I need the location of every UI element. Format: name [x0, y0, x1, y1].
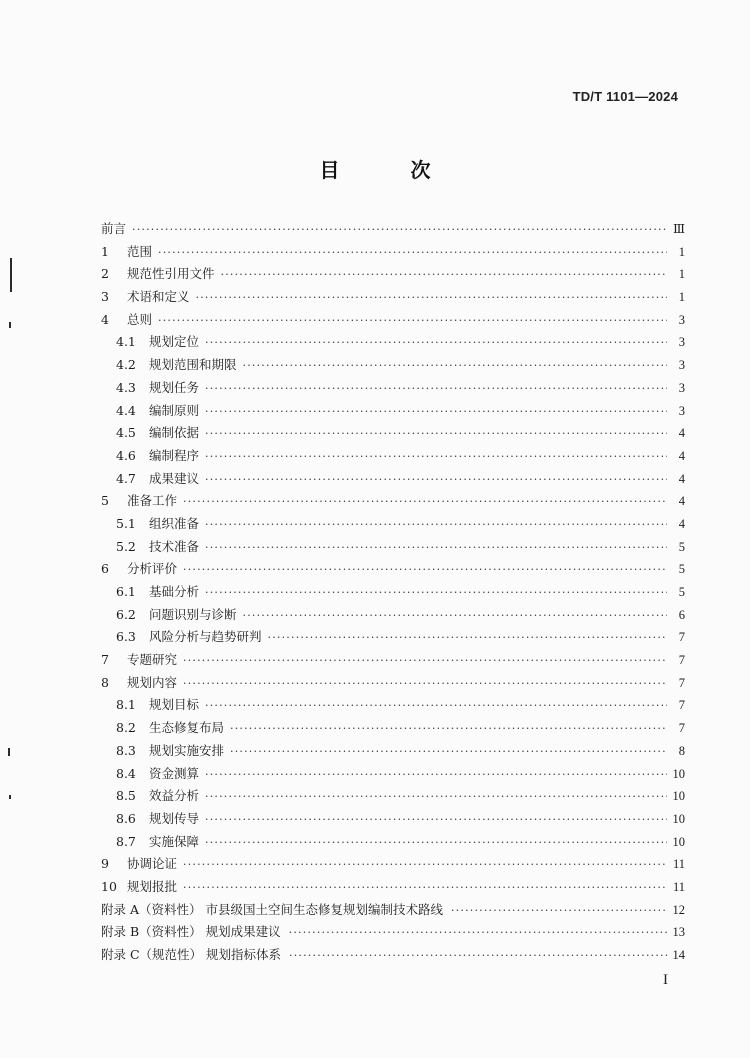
- toc-entry-label: 总则: [127, 311, 153, 327]
- toc-leader-dots: [205, 582, 667, 605]
- toc-entry-number: 6: [101, 561, 109, 577]
- toc-entry[interactable]: [101, 921, 685, 944]
- toc-entry-label: 协调论证: [127, 856, 178, 872]
- toc-entry-number: 8.3: [116, 742, 136, 758]
- toc-entry-label: 效益分析: [149, 788, 200, 804]
- toc-entry-label: 编制依据: [149, 425, 200, 441]
- toc-leader-dots: [183, 877, 667, 900]
- toc-entry-page: 4: [678, 426, 685, 441]
- toc-entry-number: 4.6: [116, 447, 136, 463]
- toc-entry[interactable]: [101, 400, 685, 423]
- toc-leader-dots: [205, 514, 667, 537]
- scan-mark: [9, 322, 11, 328]
- toc-entry-page: 1: [678, 244, 685, 259]
- toc-entry[interactable]: [101, 218, 685, 241]
- toc-entry[interactable]: [101, 468, 685, 491]
- toc-leader-dots: [230, 718, 667, 741]
- toc-entry-number: 10: [101, 878, 117, 894]
- toc-entry-label: 组织准备: [149, 515, 200, 531]
- toc-leader-dots: [451, 900, 667, 923]
- scan-mark: [9, 795, 11, 799]
- toc-entry-number: 4.2: [116, 357, 136, 373]
- toc-leader-dots: [196, 287, 667, 310]
- toc-leader-dots: [205, 786, 667, 809]
- toc-entry-number: 1: [101, 243, 109, 259]
- toc-entry-page: 3: [678, 312, 685, 327]
- toc-leader-dots: [289, 945, 667, 968]
- toc-entry[interactable]: [101, 263, 685, 286]
- toc-entry-page: 3: [678, 335, 685, 350]
- toc-leader-dots: [205, 537, 667, 560]
- toc-leader-dots: [205, 764, 667, 787]
- toc-leader-dots: [205, 446, 667, 469]
- toc-leader-dots: [243, 355, 667, 378]
- toc-leader-dots: [205, 378, 667, 401]
- toc-entry-number: 8.4: [116, 765, 136, 781]
- toc-entry-label: 专题研究: [127, 652, 178, 668]
- toc-entry-label: 生态修复布局: [149, 720, 225, 736]
- toc-entry[interactable]: [101, 808, 685, 831]
- toc-leader-dots: [205, 469, 667, 492]
- toc-entry-page: 12: [672, 902, 685, 917]
- table-of-contents: [101, 218, 685, 967]
- toc-leader-dots: [183, 650, 667, 673]
- toc-entry-page: 1: [678, 267, 685, 282]
- toc-leader-dots: [289, 922, 667, 945]
- toc-entry-page: 10: [672, 789, 685, 804]
- toc-leader-dots: [230, 741, 667, 764]
- toc-entry[interactable]: [101, 354, 685, 377]
- toc-entry[interactable]: [101, 649, 685, 672]
- toc-entry-page: 5: [678, 539, 685, 554]
- toc-entry-page: 10: [672, 834, 685, 849]
- toc-entry-page: Ⅲ: [672, 222, 685, 236]
- toc-leader-dots: [158, 242, 667, 265]
- toc-entry[interactable]: [101, 536, 685, 559]
- toc-entry-page: 5: [678, 562, 685, 577]
- toc-entry-page: 4: [678, 494, 685, 509]
- toc-entry-number: 8.5: [116, 788, 136, 804]
- toc-entry-label: 编制程序: [149, 447, 200, 463]
- toc-entry-label: 规划目标: [149, 697, 200, 713]
- toc-entry-number: 6.1: [116, 584, 136, 599]
- toc-entry-label: 准备工作: [127, 493, 178, 509]
- toc-leader-dots: [221, 264, 667, 287]
- toc-entry-page: 3: [678, 380, 685, 395]
- toc-leader-dots: [183, 491, 667, 514]
- toc-entry-number: 4.3: [116, 379, 136, 395]
- toc-entry-page: 8: [678, 743, 685, 758]
- toc-entry[interactable]: [101, 241, 685, 264]
- toc-entry[interactable]: [101, 490, 685, 513]
- toc-entry-label: 问题识别与诊断: [149, 606, 237, 622]
- toc-entry[interactable]: [101, 286, 685, 309]
- toc-entry-number: 4: [101, 311, 109, 327]
- toc-entry-number: 9: [101, 856, 109, 872]
- toc-entry[interactable]: [101, 876, 685, 899]
- toc-entry-page: 4: [678, 471, 685, 486]
- toc-entry-page: 7: [678, 630, 685, 645]
- toc-entry[interactable]: [101, 944, 685, 967]
- page-title: 目 次: [319, 158, 463, 182]
- toc-entry-page: 10: [672, 811, 685, 826]
- toc-entry-label: 规划定位: [149, 334, 200, 350]
- toc-entry-number: 5.1: [116, 515, 136, 531]
- toc-entry-page: 4: [678, 516, 685, 531]
- toc-entry-label: 前言: [101, 221, 127, 236]
- toc-leader-dots: [205, 809, 667, 832]
- toc-entry-number: 8: [101, 674, 109, 690]
- toc-entry-number: 4.1: [116, 334, 136, 350]
- toc-entry-page: 7: [678, 721, 685, 736]
- toc-entry[interactable]: [101, 445, 685, 468]
- toc-entry[interactable]: [101, 785, 685, 808]
- toc-entry[interactable]: [101, 558, 685, 581]
- toc-entry-label: 附录 B（资料性） 规划成果建议: [101, 924, 281, 940]
- toc-leader-dots: [132, 219, 667, 242]
- toc-leader-dots: [205, 401, 667, 424]
- toc-entry-page: 7: [678, 675, 685, 690]
- toc-entry[interactable]: [101, 581, 685, 604]
- toc-entry-number: 6.2: [116, 606, 136, 622]
- toc-entry-number: 5: [101, 493, 109, 509]
- toc-entry-number: 8.6: [116, 810, 136, 826]
- toc-entry-page: 5: [678, 585, 685, 599]
- toc-entry-page: 3: [678, 403, 685, 418]
- toc-entry-number: 7: [101, 652, 109, 668]
- toc-entry-label: 规划内容: [127, 674, 178, 690]
- toc-entry[interactable]: [101, 740, 685, 763]
- toc-entry-label: 范围: [127, 243, 153, 259]
- toc-entry-number: 8.1: [116, 697, 136, 713]
- toc-entry[interactable]: [101, 513, 685, 536]
- toc-entry[interactable]: [101, 309, 685, 332]
- toc-entry[interactable]: [101, 377, 685, 400]
- toc-entry-label: 分析评价: [127, 561, 178, 577]
- scan-mark: [10, 258, 12, 292]
- toc-entry[interactable]: [101, 853, 685, 876]
- toc-entry-label: 规划范围和期限: [149, 357, 237, 373]
- toc-entry-number: 2: [101, 266, 109, 282]
- toc-entry-label: 资金测算: [149, 765, 200, 781]
- toc-leader-dots: [205, 423, 667, 446]
- toc-entry-label: 成果建议: [149, 470, 200, 486]
- toc-entry-label: 附录 A（资料性） 市县级国土空间生态修复规划编制技术路线: [101, 901, 443, 917]
- toc-entry-label: 附录 C（规范性） 规划指标体系: [101, 947, 282, 962]
- toc-entry-label: 基础分析: [149, 584, 200, 599]
- toc-entry-number: 3: [101, 289, 109, 305]
- toc-entry-label: 规划传导: [149, 810, 200, 826]
- toc-entry[interactable]: [101, 604, 685, 627]
- toc-entry[interactable]: [101, 899, 685, 922]
- toc-entry-label: 技术准备: [149, 538, 200, 554]
- toc-entry[interactable]: [101, 763, 685, 786]
- toc-entry-number: 5.2: [116, 538, 136, 554]
- toc-leader-dots: [205, 695, 667, 718]
- toc-leader-dots: [158, 310, 667, 333]
- toc-entry-label: 规划实施安排: [149, 742, 225, 758]
- toc-entry[interactable]: [101, 422, 685, 445]
- toc-entry-page: 3: [678, 358, 685, 373]
- toc-entry-number: 4.5: [116, 425, 136, 441]
- toc-entry-page: 11: [672, 879, 685, 894]
- page-number: I: [663, 972, 668, 988]
- toc-leader-dots: [183, 854, 667, 877]
- toc-entry-label: 风险分析与趋势研判: [149, 629, 262, 645]
- toc-entry-page: 10: [672, 766, 685, 781]
- toc-entry[interactable]: [101, 694, 685, 717]
- toc-entry[interactable]: [101, 331, 685, 354]
- standard-number: TD/T 1101—2024: [572, 89, 678, 104]
- toc-entry-label: 编制原则: [149, 402, 200, 418]
- toc-entry-label: 规范性引用文件: [127, 266, 215, 282]
- toc-entry-page: 1: [678, 290, 685, 305]
- toc-entry-page: 7: [678, 698, 685, 713]
- toc-leader-dots: [183, 673, 667, 696]
- toc-entry-number: 6.3: [116, 629, 136, 645]
- toc-entry-label: 规划报批: [127, 878, 178, 894]
- toc-entry-page: 13: [672, 925, 685, 940]
- toc-leader-dots: [205, 832, 667, 855]
- toc-entry-page: 11: [672, 857, 685, 872]
- toc-entry-number: 8.7: [116, 833, 136, 849]
- toc-entry-page: 7: [678, 653, 685, 668]
- toc-leader-dots: [243, 605, 667, 628]
- toc-leader-dots: [268, 627, 667, 650]
- toc-entry[interactable]: [101, 626, 685, 649]
- toc-entry-label: 实施保障: [149, 833, 200, 849]
- toc-entry[interactable]: [101, 831, 685, 854]
- toc-entry-label: 规划任务: [149, 379, 200, 395]
- toc-entry-page: 6: [678, 607, 685, 622]
- scan-mark: [8, 748, 10, 756]
- toc-leader-dots: [183, 559, 667, 582]
- toc-entry-number: 8.2: [116, 720, 136, 736]
- toc-entry-page: 4: [678, 448, 685, 463]
- toc-entry-number: 4.7: [116, 470, 136, 486]
- toc-entry-number: 4.4: [116, 402, 136, 418]
- toc-entry[interactable]: [101, 672, 685, 695]
- toc-entry-label: 术语和定义: [127, 289, 190, 305]
- toc-entry-page: 14: [672, 948, 685, 962]
- toc-leader-dots: [205, 332, 667, 355]
- toc-entry[interactable]: [101, 717, 685, 740]
